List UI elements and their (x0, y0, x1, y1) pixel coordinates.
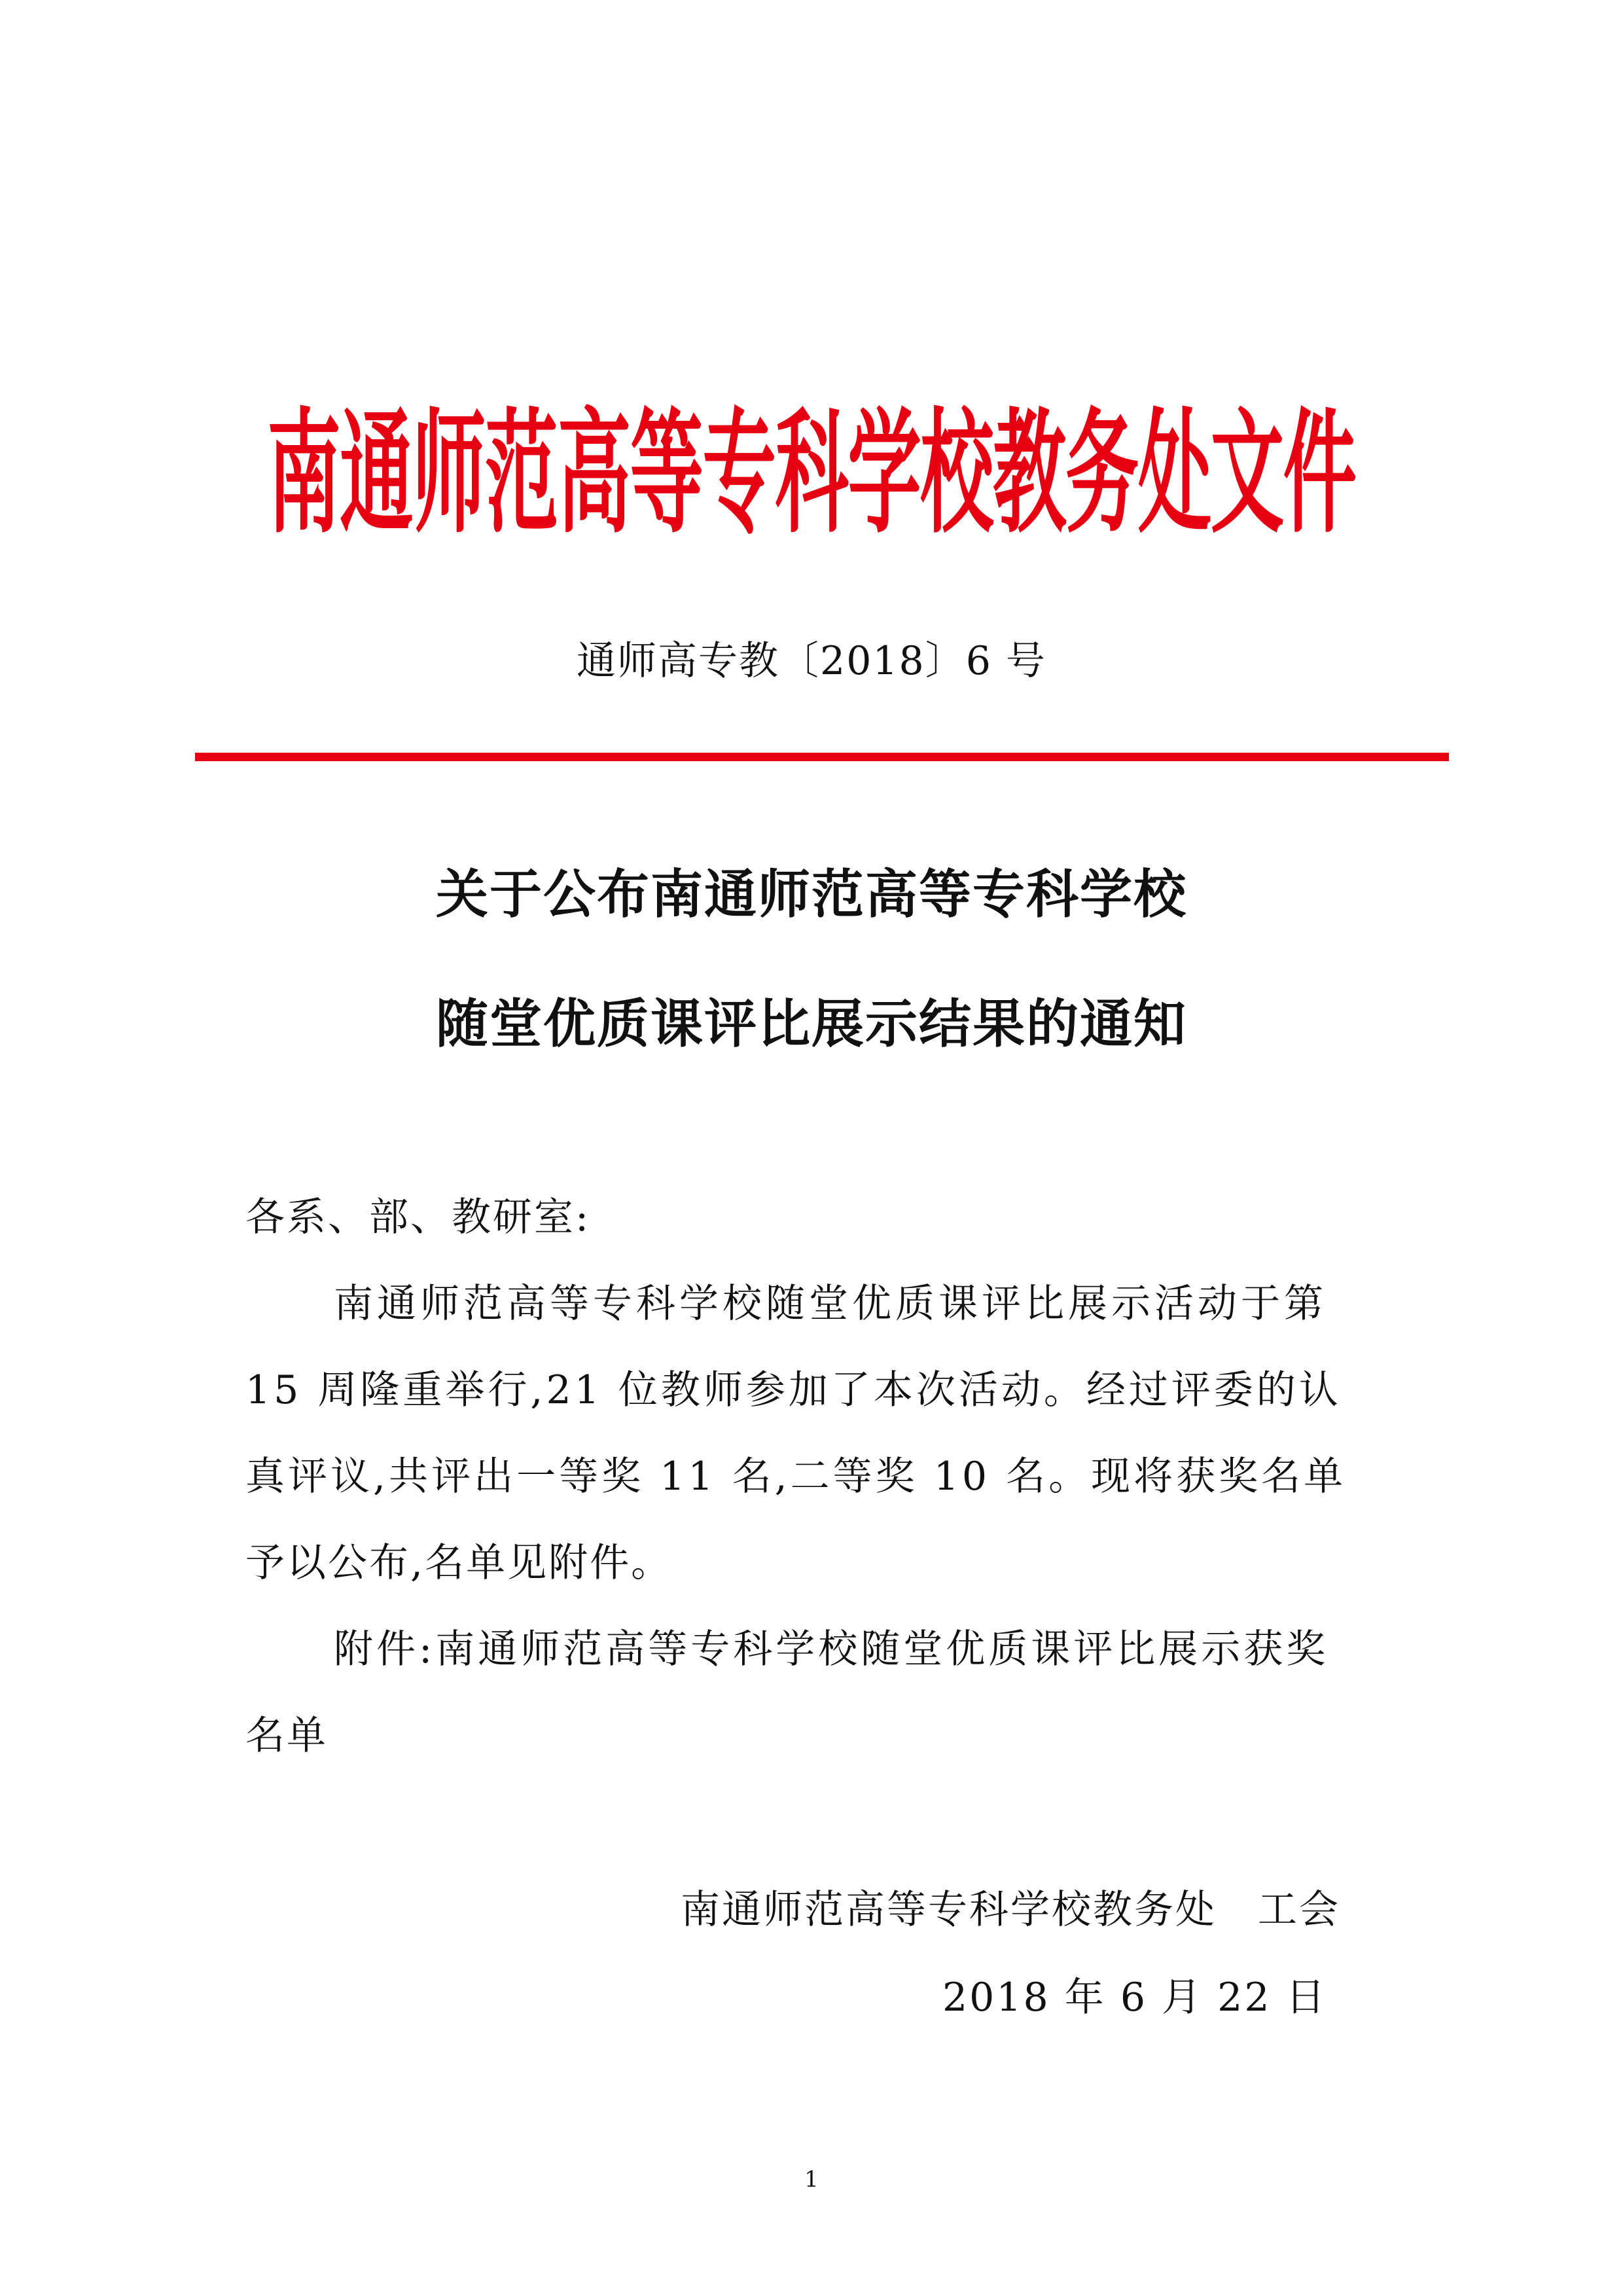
attachment-line: 名单 (245, 1713, 328, 1759)
document-number: 通师高专教〔2018〕6 号 (577, 638, 1046, 684)
letterhead-title: 南通师范高等专科学校教务处文件 (267, 395, 1356, 552)
salutation: 各系、部、教研室: (245, 1194, 591, 1240)
issuing-office: 南通师范高等专科学校教务处 工会 (681, 1887, 1340, 1933)
body-paragraph-line: 南通师范高等专科学校随堂优质课评比展示活动于第 (334, 1281, 1327, 1327)
body-paragraph-line: 15 周隆重举行,21 位教师参加了本次活动。经过评委的认 (245, 1367, 1342, 1413)
attachment-line: 附件:南通师范高等专科学校随堂优质课评比展示获奖 (334, 1626, 1329, 1672)
letterhead-divider (195, 753, 1449, 761)
page-number: 1 (804, 2166, 819, 2193)
body-paragraph-line: 真评议,共评出一等奖 11 名,二等奖 10 名。现将获奖名单 (245, 1454, 1347, 1499)
notice-title-line-1: 关于公布南通师范高等专科学校 (436, 864, 1187, 925)
body-paragraph-line: 予以公布,名单见附件。 (245, 1540, 673, 1586)
issue-date: 2018 年 6 月 22 日 (942, 1975, 1327, 2020)
notice-title-line-2: 随堂优质课评比展示结果的通知 (436, 994, 1187, 1054)
